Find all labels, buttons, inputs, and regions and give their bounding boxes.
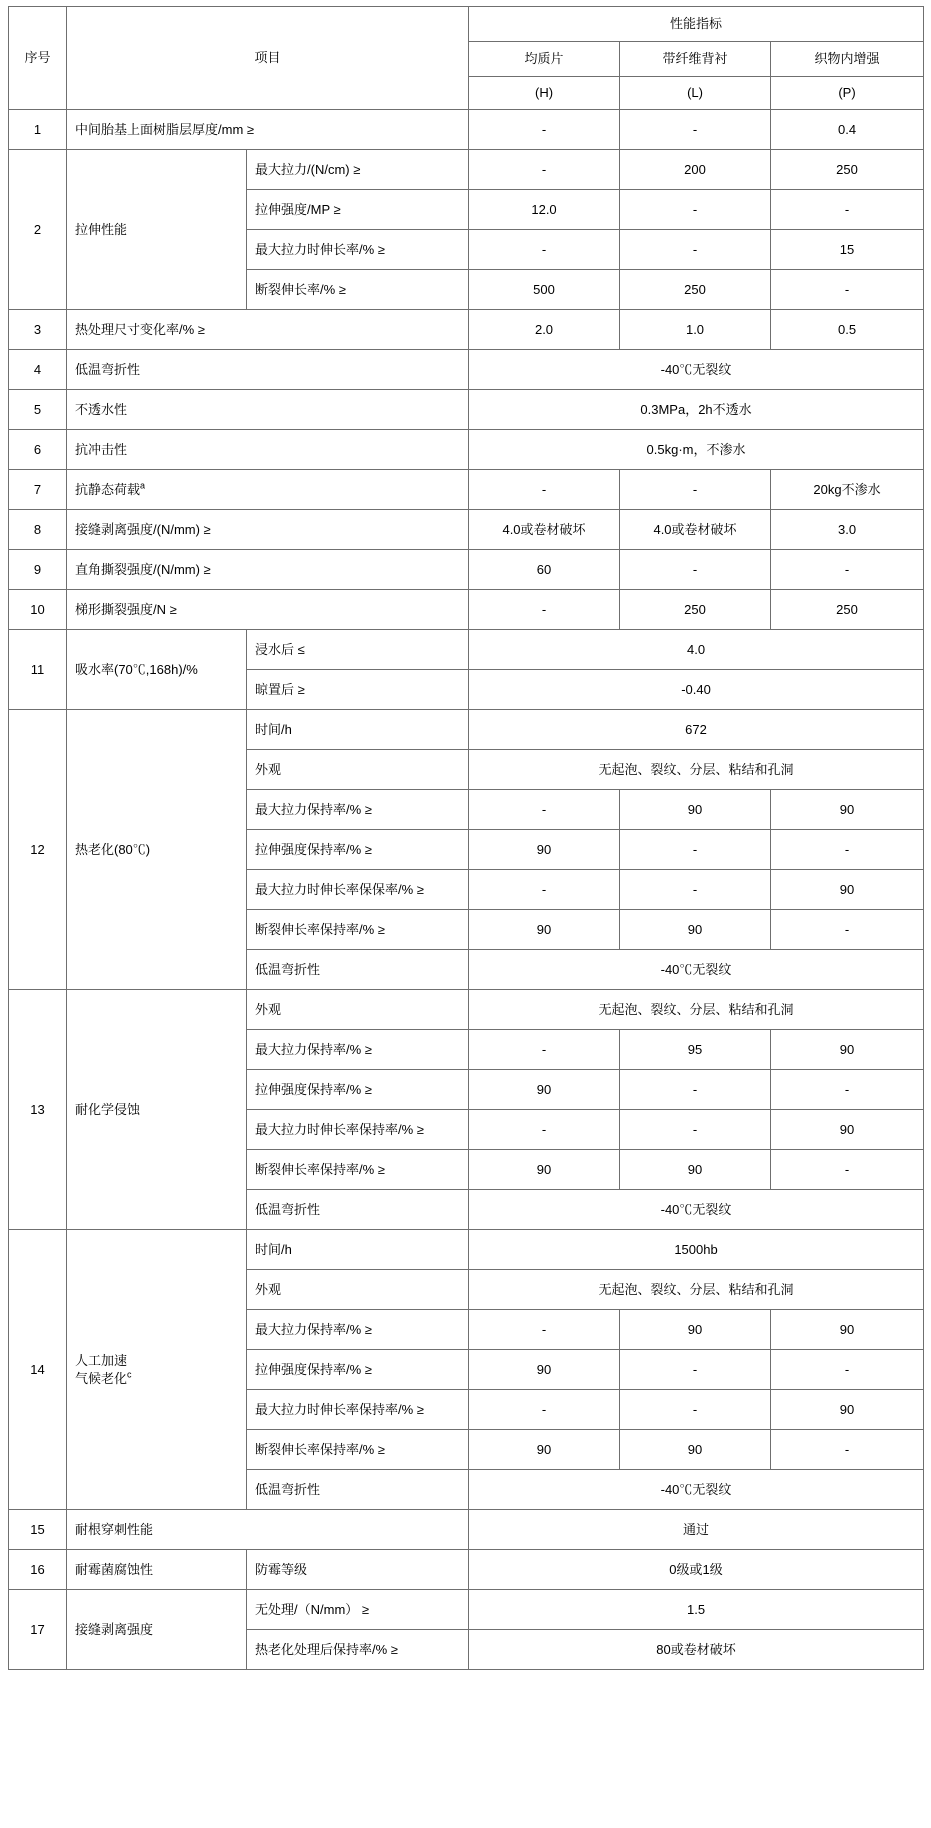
row-subitem: 低温弯折性 xyxy=(247,1470,469,1510)
row-value-h: 60 xyxy=(469,550,620,590)
row-value-p: - xyxy=(771,270,924,310)
row-subitem: 外观 xyxy=(247,1270,469,1310)
row-value-h: 2.0 xyxy=(469,310,620,350)
row-value-p: - xyxy=(771,910,924,950)
row-value-h: - xyxy=(469,1310,620,1350)
row-value-h: - xyxy=(469,790,620,830)
row-value-merged: 无起泡、裂纹、分层、粘结和孔洞 xyxy=(469,990,924,1030)
table-row xyxy=(9,470,924,510)
row-subitem: 最大拉力保持率/% ≥ xyxy=(247,1030,469,1070)
row-subitem: 最大拉力时伸长率/% ≥ xyxy=(247,230,469,270)
row-subitem: 拉伸强度保持率/% ≥ xyxy=(247,1350,469,1390)
row-subitem: 断裂伸长率保持率/% ≥ xyxy=(247,1430,469,1470)
row-subitem: 浸水后 ≤ xyxy=(247,630,469,670)
table-row xyxy=(9,550,924,590)
row-subitem: 最大拉力保持率/% ≥ xyxy=(247,790,469,830)
row-item: 耐霉菌腐蚀性 xyxy=(67,1550,247,1590)
row-subitem: 最大拉力时伸长率保持率/% ≥ xyxy=(247,1110,469,1150)
table-row xyxy=(9,710,924,750)
row-no: 1 xyxy=(9,110,67,150)
row-value-h: - xyxy=(469,1390,620,1430)
row-value-p: 90 xyxy=(771,790,924,830)
row-subitem: 断裂伸长率保持率/% ≥ xyxy=(247,910,469,950)
row-item-line2-wrap xyxy=(75,1370,238,1388)
row-value-l: 90 xyxy=(620,1430,771,1470)
row-value-l: - xyxy=(620,470,771,510)
row-value-h: 90 xyxy=(469,830,620,870)
row-value-l: - xyxy=(620,1110,771,1150)
row-item: 耐化学侵蚀 xyxy=(67,990,247,1230)
table-row xyxy=(9,110,924,150)
row-value-merged: 672 xyxy=(469,710,924,750)
row-no: 9 xyxy=(9,550,67,590)
row-value-h: - xyxy=(469,470,620,510)
row-item: 接缝剥离强度/(N/mm) ≥ xyxy=(67,510,469,550)
row-value-p: 90 xyxy=(771,1390,924,1430)
row-subitem: 低温弯折性 xyxy=(247,1190,469,1230)
table-row xyxy=(9,630,924,670)
row-no: 11 xyxy=(9,630,67,710)
row-value-p: - xyxy=(771,1430,924,1470)
row-subitem: 外观 xyxy=(247,750,469,790)
row-value-p: 3.0 xyxy=(771,510,924,550)
row-value-l: - xyxy=(620,1390,771,1430)
row-value-l: - xyxy=(620,1070,771,1110)
row-value-h: 90 xyxy=(469,1430,620,1470)
row-subitem: 最大拉力时伸长率保保率/% ≥ xyxy=(247,870,469,910)
row-value-merged: 0级或1级 xyxy=(469,1550,924,1590)
row-value-l: - xyxy=(620,110,771,150)
row-value-l: - xyxy=(620,190,771,230)
row-subitem: 热老化处理后保持率/% ≥ xyxy=(247,1630,469,1670)
row-subitem: 低温弯折性 xyxy=(247,950,469,990)
row-value-l: 90 xyxy=(620,790,771,830)
row-item xyxy=(67,470,469,510)
row-value-p: 90 xyxy=(771,1310,924,1350)
row-value-p: - xyxy=(771,190,924,230)
row-value-merged: 80或卷材破坏 xyxy=(469,1630,924,1670)
row-no: 5 xyxy=(9,390,67,430)
row-item: 耐根穿刺性能 xyxy=(67,1510,469,1550)
header-type-h-code: (H) xyxy=(469,77,620,110)
row-item: 热老化(80℃) xyxy=(67,710,247,990)
row-item: 吸水率(70℃,168h)/% xyxy=(67,630,247,710)
row-no: 16 xyxy=(9,1550,67,1590)
row-item: 热处理尺寸变化率/% ≥ xyxy=(67,310,469,350)
row-value-p: 250 xyxy=(771,590,924,630)
row-subitem: 时间/h xyxy=(247,1230,469,1270)
row-value-merged: -40℃无裂纹 xyxy=(469,350,924,390)
header-type-p-code: (P) xyxy=(771,77,924,110)
row-value-l: 95 xyxy=(620,1030,771,1070)
row-no: 6 xyxy=(9,430,67,470)
row-item: 不透水性 xyxy=(67,390,469,430)
row-value-h: 500 xyxy=(469,270,620,310)
row-no: 8 xyxy=(9,510,67,550)
row-no: 15 xyxy=(9,1510,67,1550)
row-item: 直角撕裂强度/(N/mm) ≥ xyxy=(67,550,469,590)
row-no: 14 xyxy=(9,1230,67,1510)
header-performance-index: 性能指标 xyxy=(469,7,924,42)
row-value-p: 90 xyxy=(771,870,924,910)
row-value-l: - xyxy=(620,870,771,910)
row-subitem: 拉伸强度/MP ≥ xyxy=(247,190,469,230)
row-item xyxy=(67,1230,247,1510)
table-header-row-1 xyxy=(9,7,924,42)
row-item: 抗冲击性 xyxy=(67,430,469,470)
row-value-h: 90 xyxy=(469,910,620,950)
row-value-merged: -40℃无裂纹 xyxy=(469,950,924,990)
table-row xyxy=(9,590,924,630)
row-value-l: 4.0或卷材破坏 xyxy=(620,510,771,550)
row-value-l: 250 xyxy=(620,590,771,630)
row-item: 梯形撕裂强度/N ≥ xyxy=(67,590,469,630)
row-value-p: 90 xyxy=(771,1110,924,1150)
row-value-l: 250 xyxy=(620,270,771,310)
row-value-h: - xyxy=(469,110,620,150)
row-subitem: 断裂伸长率/% ≥ xyxy=(247,270,469,310)
row-value-l: 90 xyxy=(620,1150,771,1190)
row-value-h: 12.0 xyxy=(469,190,620,230)
row-value-merged: 1.5 xyxy=(469,1590,924,1630)
row-item-line1: 人工加速 xyxy=(75,1352,128,1368)
header-type-p-name: 织物内增强 xyxy=(771,42,924,77)
row-value-l: - xyxy=(620,230,771,270)
row-value-l: - xyxy=(620,550,771,590)
row-value-p: - xyxy=(771,550,924,590)
row-item: 中间胎基上面树脂层厚度/mm ≥ xyxy=(67,110,469,150)
row-value-l: 1.0 xyxy=(620,310,771,350)
row-subitem: 最大拉力保持率/% ≥ xyxy=(247,1310,469,1350)
table-row xyxy=(9,310,924,350)
table-row xyxy=(9,430,924,470)
row-subitem: 最大拉力/(N/cm) ≥ xyxy=(247,150,469,190)
row-value-l: 90 xyxy=(620,1310,771,1350)
table-row xyxy=(9,1230,924,1270)
row-value-l: 90 xyxy=(620,910,771,950)
row-value-merged: 0.5kg·m，不渗水 xyxy=(469,430,924,470)
row-value-merged: 4.0 xyxy=(469,630,924,670)
row-no: 3 xyxy=(9,310,67,350)
header-item: 项目 xyxy=(67,7,469,110)
row-value-merged: 通过 xyxy=(469,1510,924,1550)
row-no: 12 xyxy=(9,710,67,990)
row-item: 接缝剥离强度 xyxy=(67,1590,247,1670)
table-row xyxy=(9,990,924,1030)
row-item-footnote: c xyxy=(127,1369,132,1380)
row-value-h: - xyxy=(469,1030,620,1070)
row-no: 2 xyxy=(9,150,67,310)
table-row xyxy=(9,1550,924,1590)
row-value-p: 250 xyxy=(771,150,924,190)
row-value-p: - xyxy=(771,1350,924,1390)
row-subitem: 外观 xyxy=(247,990,469,1030)
row-value-h: - xyxy=(469,230,620,270)
row-value-p: - xyxy=(771,1070,924,1110)
row-subitem: 最大拉力时伸长率保持率/% ≥ xyxy=(247,1390,469,1430)
row-value-h: - xyxy=(469,870,620,910)
row-subitem: 断裂伸长率保持率/% ≥ xyxy=(247,1150,469,1190)
row-subitem: 防霉等级 xyxy=(247,1550,469,1590)
table-row xyxy=(9,390,924,430)
row-item: 拉伸性能 xyxy=(67,150,247,310)
row-value-merged: -40℃无裂纹 xyxy=(469,1190,924,1230)
row-no: 7 xyxy=(9,470,67,510)
row-value-p: 0.4 xyxy=(771,110,924,150)
row-value-p: - xyxy=(771,1150,924,1190)
table-row xyxy=(9,350,924,390)
row-value-p: - xyxy=(771,830,924,870)
row-subitem: 时间/h xyxy=(247,710,469,750)
row-subitem: 拉伸强度保持率/% ≥ xyxy=(247,830,469,870)
header-type-l-code: (L) xyxy=(620,77,771,110)
row-item-line2: 气候老化 xyxy=(75,1370,128,1386)
row-no: 17 xyxy=(9,1590,67,1670)
row-no: 13 xyxy=(9,990,67,1230)
row-value-p: 20kg不渗水 xyxy=(771,470,924,510)
row-value-h: 90 xyxy=(469,1150,620,1190)
row-no: 10 xyxy=(9,590,67,630)
performance-spec-table xyxy=(8,6,924,1670)
row-value-l: 200 xyxy=(620,150,771,190)
table-row xyxy=(9,510,924,550)
row-value-p: 90 xyxy=(771,1030,924,1070)
row-value-h: 90 xyxy=(469,1070,620,1110)
row-value-h: - xyxy=(469,1110,620,1150)
row-value-merged: 0.3MPa，2h不透水 xyxy=(469,390,924,430)
row-value-merged: 1500hb xyxy=(469,1230,924,1270)
row-value-l: - xyxy=(620,1350,771,1390)
row-value-merged: 无起泡、裂纹、分层、粘结和孔洞 xyxy=(469,1270,924,1310)
table-row xyxy=(9,1590,924,1630)
row-item-label: 抗静态荷载 xyxy=(75,481,141,497)
header-type-h-name: 均质片 xyxy=(469,42,620,77)
row-value-p: 0.5 xyxy=(771,310,924,350)
row-value-l: - xyxy=(620,830,771,870)
row-subitem: 拉伸强度保持率/% ≥ xyxy=(247,1070,469,1110)
row-no: 4 xyxy=(9,350,67,390)
header-serial-number: 序号 xyxy=(9,7,67,110)
row-value-merged: 无起泡、裂纹、分层、粘结和孔洞 xyxy=(469,750,924,790)
row-value-merged: -0.40 xyxy=(469,670,924,710)
row-value-h: 90 xyxy=(469,1350,620,1390)
table-row xyxy=(9,1510,924,1550)
row-item: 低温弯折性 xyxy=(67,350,469,390)
row-value-h: - xyxy=(469,590,620,630)
row-value-merged: -40℃无裂纹 xyxy=(469,1470,924,1510)
table-row xyxy=(9,150,924,190)
row-value-p: 15 xyxy=(771,230,924,270)
row-subitem: 晾置后 ≥ xyxy=(247,670,469,710)
row-item-footnote: a xyxy=(140,480,146,491)
row-subitem: 无处理/（N/mm） ≥ xyxy=(247,1590,469,1630)
header-type-l-name: 带纤维背衬 xyxy=(620,42,771,77)
row-value-h: - xyxy=(469,150,620,190)
row-value-h: 4.0或卷材破坏 xyxy=(469,510,620,550)
